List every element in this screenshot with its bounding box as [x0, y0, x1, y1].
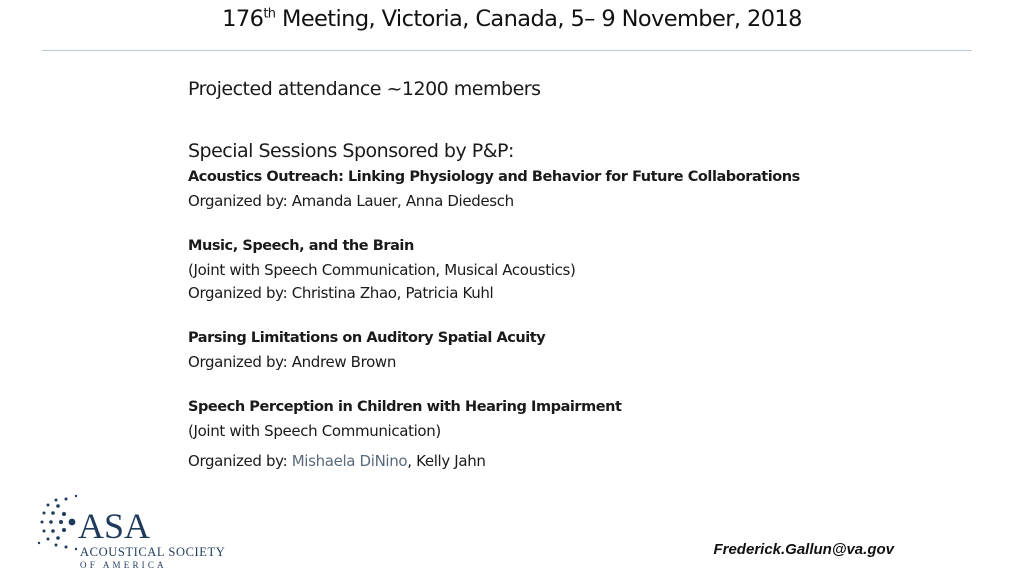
- asa-logo-mark: [36, 492, 226, 572]
- session-organizers: [188, 452, 486, 470]
- organized-prefix: Organized by:: [188, 452, 292, 470]
- session-title: Speech Perception in Children with Hearing Impairment: [188, 399, 622, 415]
- organizer-name-link: Mishaela DiNino: [291, 452, 408, 470]
- asa-logo: [36, 492, 226, 572]
- special-sessions-heading: Special Sessions Sponsored by P&P:: [188, 140, 514, 162]
- session-title: Parsing Limitations on Auditory Spatial Acuity: [188, 330, 546, 346]
- logo-society-name-2: OF AMERICA: [80, 560, 167, 570]
- sound-wave-dots-icon: [38, 495, 77, 550]
- session-organizers: Organized by: Christina Zhao, Patricia Kuhl: [188, 284, 494, 302]
- slide-title: [0, 6, 1024, 32]
- session-title: Music, Speech, and the Brain: [188, 238, 414, 254]
- session-joint-note: (Joint with Speech Communication, Musical Acoustics): [188, 261, 576, 279]
- session-organizers: Organized by: Amanda Lauer, Anna Diedesch: [188, 192, 514, 210]
- session-title: Acoustics Outreach: Linking Physiology and Behavior for Future Collaborations: [188, 169, 800, 185]
- title-text: Meeting, Victoria, Canada, 5– 9 November, 2018: [275, 6, 802, 32]
- title-number: 176: [222, 6, 264, 32]
- attendance-text: Projected attendance ~1200 members: [188, 78, 541, 100]
- logo-letters: ASA: [78, 506, 151, 546]
- title-divider: [42, 50, 972, 51]
- organized-rest: , Kelly Jahn: [407, 452, 486, 470]
- logo-society-name: ACOUSTICAL SOCIETY: [80, 545, 226, 559]
- session-organizers: Organized by: Andrew Brown: [188, 353, 396, 371]
- title-ordinal-suffix: th: [263, 6, 276, 22]
- session-joint-note: (Joint with Speech Communication): [188, 422, 441, 440]
- footer-email: Frederick.Gallun@va.gov: [713, 541, 894, 558]
